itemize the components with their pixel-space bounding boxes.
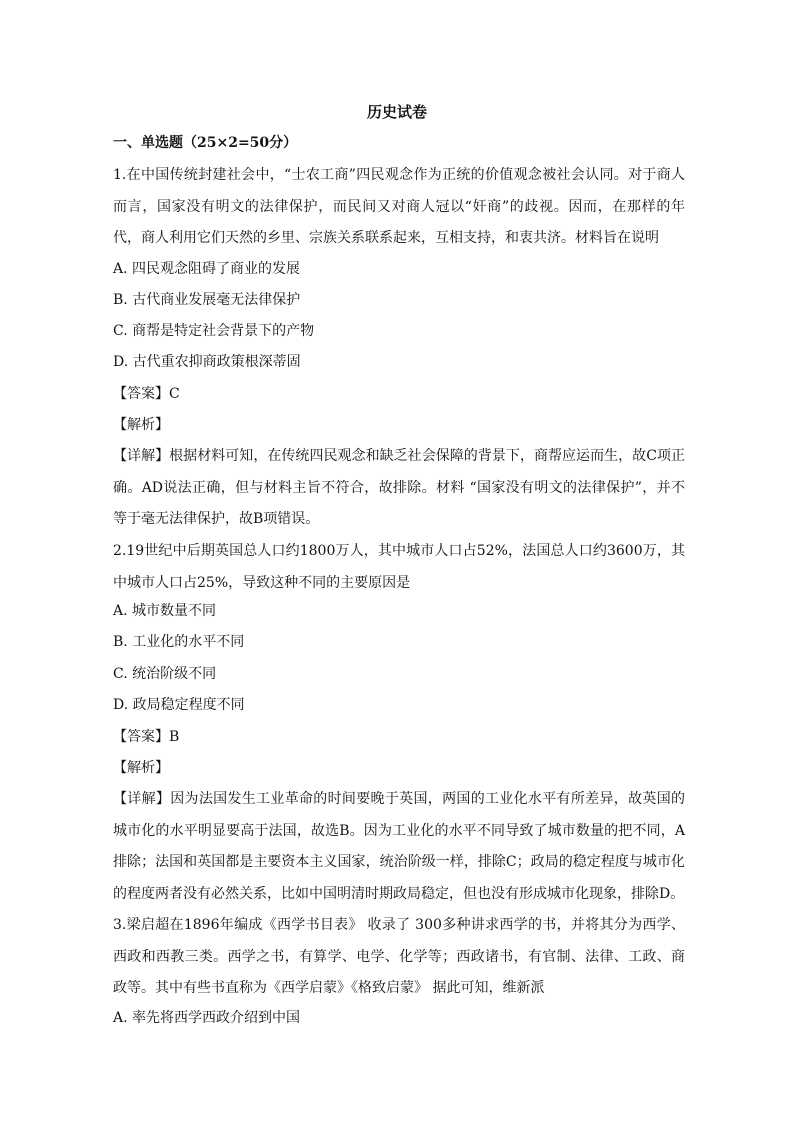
question-1-stem: 1.在中国传统封建社会中，“士农工商”四民观念作为正统的价值观念被社会认同。对于商人而言，国家没有明文的法律保护，而民间又对商人冠以“奸商”的歧视。因而，在那样的年代，商人利用它们天然的乡里、宗族关系联系起来，互相支持，和衷共济。材料旨在说明	[113, 167, 685, 246]
question-1-option-c: C. 商帮是特定社会背景下的产物	[113, 323, 315, 339]
question-2-option-d: D. 政局稳定程度不同	[113, 697, 245, 713]
question-2-answer: 【答案】B	[113, 729, 180, 745]
question-2-stem: 2.19世纪中后期英国总人口约1800万人，其中城市人口占52%，法国总人口约3600万，其中城市人口占25%，导致这种不同的主要原因是	[113, 543, 685, 591]
question-3-option-a: A. 率先将西学西政介绍到中国	[113, 1010, 301, 1026]
question-1-analysis-label: 【解析】	[113, 417, 169, 433]
question-3-stem: 3.梁启超在1896年编成《西学书目表》 收录了 300多种讲求西学的书，并将其分为西学、西政和西教三类。西学之书，有算学、电学、化学等；西政诸书，有官制、法律、工政、商政等。其中有些书直称为《西学启蒙》《格致启蒙》 据此可知，维新派	[113, 917, 685, 996]
question-1-option-d: D. 古代重农抑商政策根深蒂固	[113, 354, 301, 370]
question-2-analysis-label: 【解析】	[113, 760, 169, 776]
question-1-answer: 【答案】C	[113, 386, 180, 402]
question-1-option-b: B. 古代商业发展毫无法律保护	[113, 292, 301, 308]
question-2-detail: 【详解】因为法国发生工业革命的时间要晚于英国，两国的工业化水平有所差异，故英国的城市化的水平明显要高于法国，故选B。因为工业化的水平不同导致了城市数量的把不同，A排除；法国和英国都是主要资本主义国家，统治阶级一样，排除C；政局的稳定程度与城市化的程度两者没有必然关系，比如中国明清时期政局稳定，但也没有形成城市化现象，排除D。	[113, 791, 685, 902]
question-2-option-b: B. 工业化的水平不同	[113, 634, 245, 650]
page-title: 历史试卷	[366, 103, 427, 121]
question-1-option-a: A. 四民观念阻碍了商业的发展	[113, 261, 301, 277]
question-1-detail: 【详解】根据材料可知，在传统四民观念和缺乏社会保障的背景下，商帮应运而生，故C项正确。AD说法正确，但与材料主旨不符合，故排除。材料 “国家没有明文的法律保护”，并不等于毫无法律保护，故B项错误。	[113, 448, 685, 527]
question-2-option-a: A. 城市数量不同	[113, 603, 217, 619]
section-heading: 一、单选题（25×2=50分）	[113, 135, 298, 151]
question-2-option-c: C. 统治阶级不同	[113, 666, 217, 682]
